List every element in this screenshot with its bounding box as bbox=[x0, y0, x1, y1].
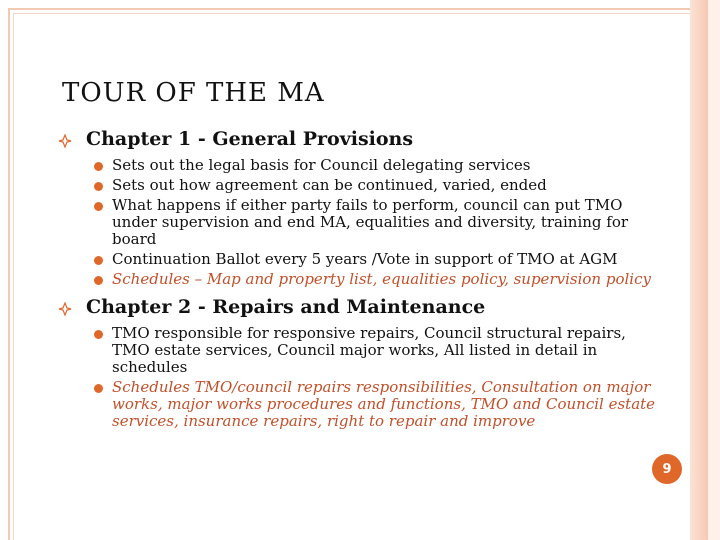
section-2-list bbox=[58, 325, 668, 430]
right-accent-bar bbox=[690, 0, 708, 540]
section-1-list bbox=[58, 157, 668, 288]
slide-title: TOUR OF THE MA bbox=[62, 78, 325, 108]
bullet-dot-icon bbox=[94, 276, 103, 285]
section-heading-text: Chapter 2 - Repairs and Maintenance bbox=[86, 296, 486, 318]
list-item: Schedules – Map and property list, equalities policy, supervision policy bbox=[94, 271, 668, 288]
bullet-dot-icon bbox=[94, 162, 103, 171]
page-number-badge: 9 bbox=[652, 454, 682, 484]
list-item: TMO responsible for responsive repairs, Council structural repairs, TMO estate services, Council major works, All listed in detail in schedules bbox=[94, 325, 668, 376]
section-heading-1 bbox=[58, 126, 668, 152]
list-item: What happens if either party fails to perform, council can put TMO under supervision and end MA, equalities and diversity, training for board bbox=[94, 197, 668, 248]
bullet-icon bbox=[58, 126, 86, 148]
bullet-dot-icon bbox=[94, 256, 103, 265]
bullet-dot-icon bbox=[94, 182, 103, 191]
bullet-dot-icon bbox=[94, 330, 103, 339]
list-item: Continuation Ballot every 5 years /Vote in support of TMO at AGM bbox=[94, 251, 668, 268]
list-item: Sets out how agreement can be continued, varied, ended bbox=[94, 177, 668, 194]
bullet-dot-icon bbox=[94, 202, 103, 211]
bullet-icon bbox=[58, 294, 86, 316]
section-heading-text: Chapter 1 - General Provisions bbox=[86, 128, 414, 150]
bullet-dot-icon bbox=[94, 384, 103, 393]
list-item: Sets out the legal basis for Council delegating services bbox=[94, 157, 668, 174]
section-heading-2 bbox=[58, 294, 668, 320]
slide-content bbox=[58, 126, 668, 436]
list-item: Schedules TMO/council repairs responsibilities, Consultation on major works, major works procedures and functions, TMO and Council estate services, insurance repairs, right to repair and improve bbox=[94, 379, 668, 430]
right-edge bbox=[708, 0, 720, 540]
